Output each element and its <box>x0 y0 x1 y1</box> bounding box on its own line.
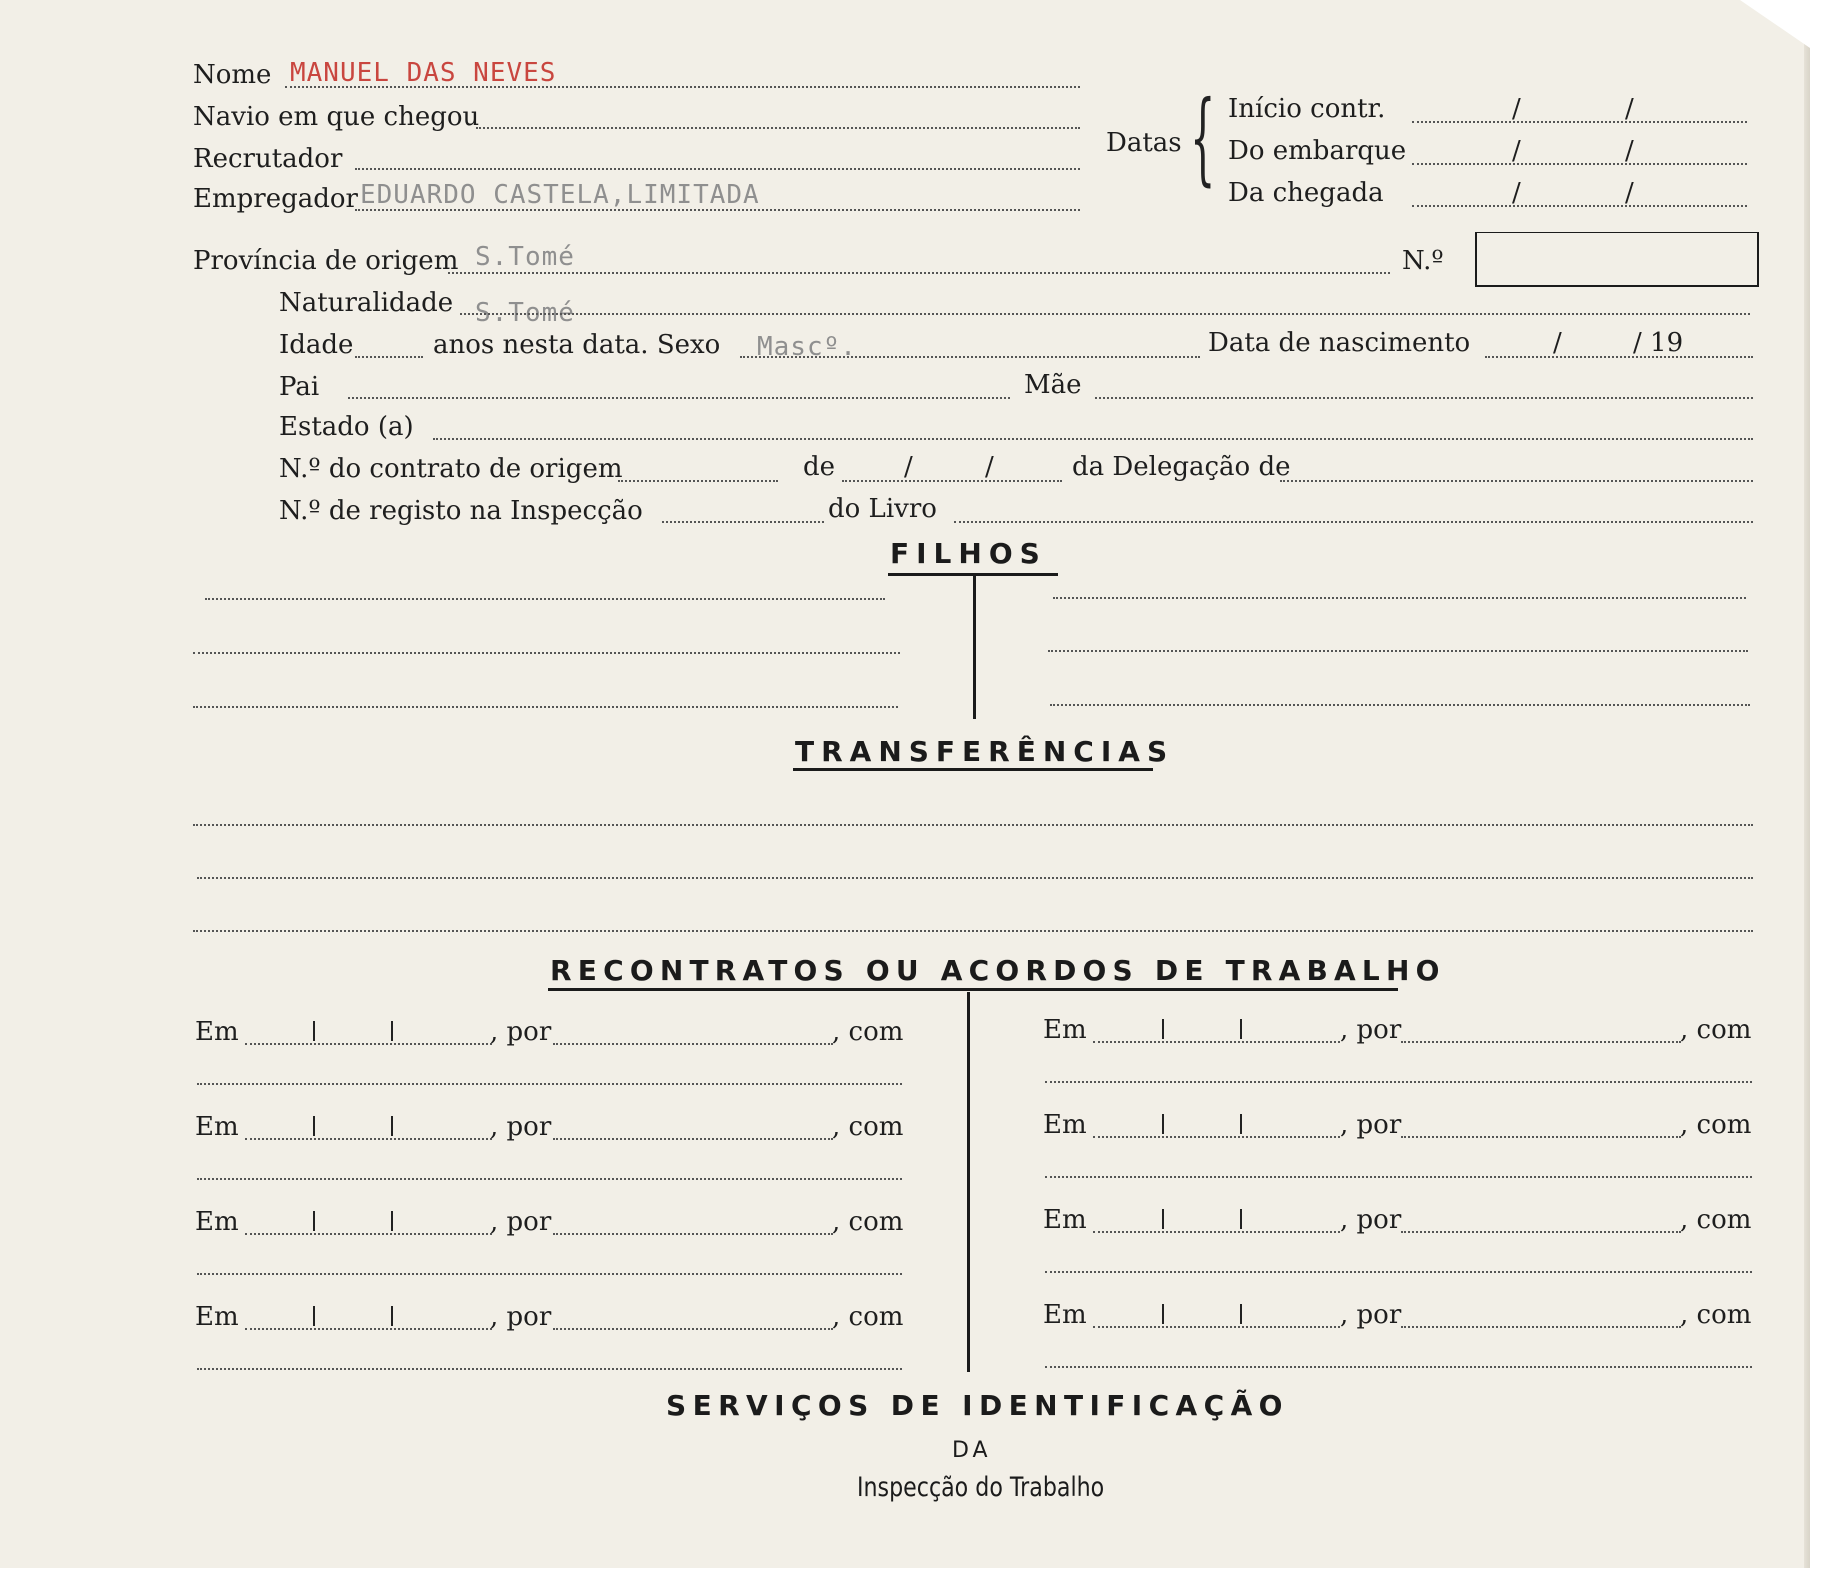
em-label: Em <box>1043 1015 1087 1045</box>
transferencias-line-1[interactable] <box>193 824 1753 826</box>
por-line[interactable] <box>553 1043 833 1045</box>
por-label: , por <box>1340 1015 1402 1045</box>
card-edge <box>1804 0 1810 1568</box>
por-line[interactable] <box>1401 1041 1681 1043</box>
recrutador-label: Recrutador <box>193 144 343 174</box>
em-date-line[interactable] <box>1093 1231 1340 1233</box>
idade-line[interactable] <box>355 356 423 358</box>
por-label: , por <box>1340 1300 1402 1330</box>
nascimento-year: / 19 <box>1633 328 1684 358</box>
por-line[interactable] <box>1401 1326 1681 1328</box>
por-label: , por <box>1340 1110 1402 1140</box>
com-label: , com <box>832 1112 904 1142</box>
com-label: , com <box>1680 1300 1752 1330</box>
pai-label: Pai <box>279 372 320 402</box>
inicio-line[interactable] <box>1412 121 1747 123</box>
com-line[interactable] <box>1045 1176 1752 1178</box>
date-separator <box>313 1306 315 1326</box>
filhos-divider <box>973 576 976 719</box>
inicio-slash-1: / <box>1512 94 1521 124</box>
navio-label: Navio em que chegou <box>193 102 480 132</box>
de-label: de <box>803 452 836 482</box>
chegada-label: Da chegada <box>1228 178 1384 208</box>
por-line[interactable] <box>553 1328 833 1330</box>
mae-line[interactable] <box>1095 397 1753 399</box>
filhos-line-right-2[interactable] <box>1048 650 1748 652</box>
numero-box[interactable] <box>1475 232 1759 287</box>
por-line[interactable] <box>1401 1136 1681 1138</box>
nascimento-line[interactable] <box>1485 356 1753 358</box>
date-separator <box>1162 1209 1164 1229</box>
footer-inspeccao: Inspecção do Trabalho <box>857 1472 1105 1503</box>
livro-line[interactable] <box>954 521 1753 523</box>
filhos-heading: FILHOS <box>890 537 1047 570</box>
filhos-line-right-3[interactable] <box>1050 704 1750 706</box>
com-label: , com <box>1680 1205 1752 1235</box>
com-line[interactable] <box>1045 1081 1752 1083</box>
em-label: Em <box>1043 1205 1087 1235</box>
recontratos-heading: RECONTRATOS OU ACORDOS DE TRABALHO <box>550 954 1446 987</box>
footer-da: DA <box>952 1438 992 1463</box>
com-label: , com <box>1680 1015 1752 1045</box>
em-label: Em <box>1043 1300 1087 1330</box>
de-date-line[interactable] <box>842 480 1062 482</box>
date-separator <box>313 1116 315 1136</box>
por-label: , por <box>490 1017 552 1047</box>
livro-label: do Livro <box>828 494 937 524</box>
naturalidade-line[interactable] <box>460 313 1750 315</box>
por-label: , por <box>490 1112 552 1142</box>
date-separator <box>1162 1304 1164 1324</box>
embarque-slash-2: / <box>1625 136 1634 166</box>
inicio-slash-2: / <box>1625 94 1634 124</box>
anos-label: anos nesta data. Sexo <box>433 330 721 360</box>
recontratos-divider <box>967 992 970 1372</box>
datas-brace: { <box>1190 79 1216 196</box>
por-label: , por <box>1340 1205 1402 1235</box>
delegacao-label: da Delegação de <box>1072 452 1291 482</box>
filhos-line-left-2[interactable] <box>193 652 900 654</box>
chegada-line[interactable] <box>1412 205 1747 207</box>
date-separator <box>1240 1209 1242 1229</box>
por-line[interactable] <box>1401 1231 1681 1233</box>
provincia-label: Província de origem <box>193 246 459 276</box>
nascimento-label: Data de nascimento <box>1208 328 1471 358</box>
inicio-label: Início contr. <box>1228 94 1386 124</box>
date-separator <box>391 1021 393 1041</box>
em-date-line[interactable] <box>1093 1326 1340 1328</box>
em-date-line[interactable] <box>245 1043 492 1045</box>
navio-line[interactable] <box>476 127 1080 129</box>
provincia-line[interactable] <box>448 272 1390 274</box>
por-line[interactable] <box>553 1233 833 1235</box>
em-date-line[interactable] <box>245 1138 492 1140</box>
recrutador-line[interactable] <box>355 168 1080 170</box>
por-label: , por <box>490 1207 552 1237</box>
date-separator <box>313 1021 315 1041</box>
com-label: , com <box>1680 1110 1752 1140</box>
em-label: Em <box>1043 1110 1087 1140</box>
transferencias-underline <box>793 768 1153 771</box>
com-label: , com <box>832 1207 904 1237</box>
datas-label: Datas <box>1106 128 1182 158</box>
date-separator <box>1240 1114 1242 1134</box>
filhos-line-left-1[interactable] <box>205 598 885 600</box>
nome-value: MANUEL DAS NEVES <box>290 58 557 88</box>
empregador-value: EDUARDO CASTELA,LIMITADA <box>360 180 760 210</box>
contrato-label: N.º do contrato de origem <box>279 454 623 484</box>
chegada-slash-2: / <box>1625 178 1634 208</box>
registo-label: N.º de registo na Inspecção <box>279 496 643 526</box>
em-label: Em <box>195 1112 239 1142</box>
date-separator <box>1162 1019 1164 1039</box>
com-line[interactable] <box>1045 1271 1752 1273</box>
em-date-line[interactable] <box>245 1233 492 1235</box>
com-label: , com <box>832 1302 904 1332</box>
estado-line[interactable] <box>433 438 1753 440</box>
date-separator <box>1240 1019 1242 1039</box>
por-label: , por <box>490 1302 552 1332</box>
nascimento-slash: / <box>1553 328 1562 358</box>
embarque-slash-1: / <box>1512 136 1521 166</box>
em-date-line[interactable] <box>1093 1136 1340 1138</box>
date-separator <box>391 1211 393 1231</box>
date-separator <box>391 1116 393 1136</box>
date-separator <box>1162 1114 1164 1134</box>
folded-corner <box>1740 0 1810 48</box>
filhos-line-left-3[interactable] <box>193 706 898 708</box>
filhos-line-right-1[interactable] <box>1053 597 1746 599</box>
nome-line[interactable] <box>285 86 1080 88</box>
com-line[interactable] <box>197 1368 902 1370</box>
em-date-line[interactable] <box>1093 1041 1340 1043</box>
nome-label: Nome <box>193 60 272 90</box>
empregador-label: Empregador <box>193 184 358 214</box>
idade-label: Idade <box>279 330 354 360</box>
com-line[interactable] <box>197 1273 902 1275</box>
registo-line[interactable] <box>662 521 824 523</box>
por-line[interactable] <box>553 1138 833 1140</box>
estado-label: Estado (a) <box>279 412 414 442</box>
em-date-line[interactable] <box>245 1328 492 1330</box>
footer-title: SERVIÇOS DE IDENTIFICAÇÃO <box>666 1389 1289 1422</box>
transferencias-line-2[interactable] <box>197 877 1753 879</box>
embarque-line[interactable] <box>1412 163 1747 165</box>
numero-label: N.º <box>1402 246 1444 276</box>
transferencias-heading: TRANSFERÊNCIAS <box>795 735 1175 768</box>
date-separator <box>391 1306 393 1326</box>
recontratos-underline <box>548 988 1398 991</box>
em-label: Em <box>195 1302 239 1332</box>
com-line[interactable] <box>197 1178 902 1180</box>
pai-line[interactable] <box>348 397 1010 399</box>
de-slash-1: / <box>904 452 913 482</box>
contrato-line[interactable] <box>618 480 778 482</box>
embarque-label: Do embarque <box>1228 136 1407 166</box>
em-label: Em <box>195 1207 239 1237</box>
empregador-line[interactable] <box>355 209 1080 211</box>
de-slash-2: / <box>985 452 994 482</box>
delegacao-line[interactable] <box>1280 480 1753 482</box>
transferencias-line-3[interactable] <box>193 930 1753 932</box>
com-line[interactable] <box>197 1083 902 1085</box>
date-separator <box>313 1211 315 1231</box>
sexo-line[interactable] <box>740 356 1200 358</box>
em-label: Em <box>195 1017 239 1047</box>
mae-label: Mãe <box>1024 370 1082 400</box>
date-separator <box>1240 1304 1242 1324</box>
naturalidade-value: S.Tomé <box>475 298 575 328</box>
provincia-value: S.Tomé <box>475 242 575 272</box>
sexo-value: Mascº. <box>757 332 857 362</box>
chegada-slash-1: / <box>1512 178 1521 208</box>
naturalidade-label: Naturalidade <box>279 288 454 318</box>
com-label: , com <box>832 1017 904 1047</box>
com-line[interactable] <box>1045 1366 1752 1368</box>
